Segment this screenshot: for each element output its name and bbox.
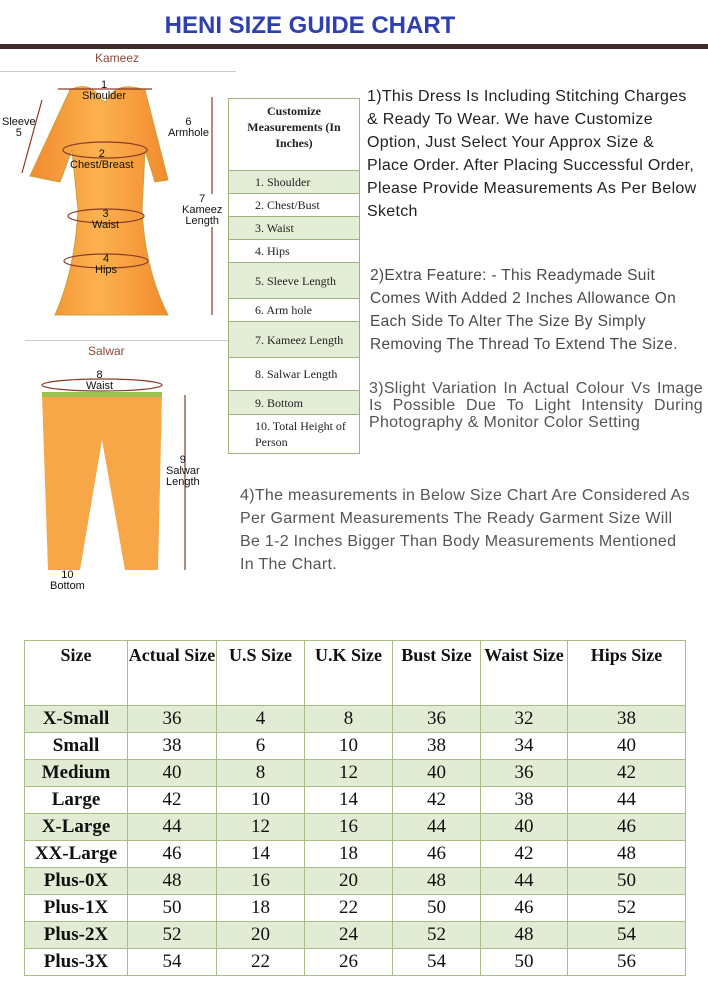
note-2: 2)Extra Feature: - This Readymade Suit Comes With Added 2 Inches Allowance On Each Side To Alter The Size By Simply Removing The Thread To Extend The Size. (370, 267, 678, 353)
salwar-heading: Salwar (88, 344, 125, 358)
table-cell: 20 (217, 922, 305, 949)
list-item: 9. Bottom (229, 391, 359, 415)
table-cell: 52 (393, 922, 481, 949)
table-cell: 18 (217, 895, 305, 922)
table-row (25, 922, 686, 949)
col-size: Size (25, 641, 128, 706)
label-sleeve: Sleeve 5 (2, 116, 36, 139)
col-hips: Hips Size (568, 641, 686, 706)
label-salwar-bottom: 10 Bottom (50, 569, 85, 592)
divider (25, 340, 235, 341)
col-us: U.S Size (217, 641, 305, 706)
table-cell: X-Small (25, 706, 128, 733)
label-shoulder: 1 Shoulder (82, 79, 127, 102)
table-cell: 14 (217, 841, 305, 868)
table-cell: 10 (305, 733, 393, 760)
table-cell: 34 (481, 733, 568, 760)
table-cell: 40 (393, 760, 481, 787)
table-cell: 10 (217, 787, 305, 814)
label-hips: 4 Hips (95, 253, 118, 276)
divider (0, 44, 708, 49)
table-cell: 40 (568, 733, 686, 760)
table-cell: 46 (568, 814, 686, 841)
table-cell: 38 (481, 787, 568, 814)
list-item: 8. Salwar Length (229, 358, 359, 391)
table-cell: Medium (25, 760, 128, 787)
table-cell: 48 (393, 868, 481, 895)
table-cell: 38 (128, 733, 217, 760)
label-kameez-length: 7 Kameez Length (182, 193, 223, 227)
table-cell: 16 (217, 868, 305, 895)
note-1: 1)This Dress Is Including Stitching Charges & Ready To Wear. We have Customize Option, Just Select Your Approx Size & Place Order. After Placing Successful Order, Please Provide Measurements As Per Below Sketch (367, 88, 697, 220)
label-armhole: 6 Armhole (168, 116, 209, 139)
table-cell: 48 (568, 841, 686, 868)
table-cell: 18 (305, 841, 393, 868)
table-cell: 44 (481, 868, 568, 895)
table-cell: 42 (393, 787, 481, 814)
table-cell: Plus-1X (25, 895, 128, 922)
table-cell: Small (25, 733, 128, 760)
table-cell: 52 (128, 922, 217, 949)
table-cell: Plus-3X (25, 949, 128, 976)
list-item: 1. Shoulder (229, 171, 359, 194)
table-cell: 14 (305, 787, 393, 814)
note-4: 4)The measurements in Below Size Chart Are Considered As Per Garment Measurements The Ready Garment Size Will Be 1-2 Inches Bigger Than Body Measurements Mentioned In The Chart. (240, 487, 690, 573)
table-cell: 50 (568, 868, 686, 895)
table-row (25, 760, 686, 787)
table-cell: 56 (568, 949, 686, 976)
list-item: 7. Kameez Length (229, 322, 359, 358)
table-cell: 52 (568, 895, 686, 922)
label-chest: 2 Chest/Breast (70, 148, 134, 171)
table-cell: 22 (217, 949, 305, 976)
table-row (25, 733, 686, 760)
col-uk: U.K Size (305, 641, 393, 706)
table-row (25, 895, 686, 922)
table-cell: 8 (305, 706, 393, 733)
table-cell: 50 (393, 895, 481, 922)
table-cell: 44 (568, 787, 686, 814)
label-salwar-waist: 8 Waist (86, 369, 114, 392)
table-cell: 40 (481, 814, 568, 841)
table-row (25, 841, 686, 868)
list-item: 4. Hips (229, 240, 359, 263)
table-header (25, 641, 686, 706)
table-cell: Plus-2X (25, 922, 128, 949)
table-cell: 54 (128, 949, 217, 976)
size-chart-table (24, 640, 686, 976)
table-cell: 48 (481, 922, 568, 949)
table-cell: 48 (128, 868, 217, 895)
table-row (25, 706, 686, 733)
list-item: 5. Sleeve Length (229, 263, 359, 299)
table-cell: 44 (128, 814, 217, 841)
table-cell: X-Large (25, 814, 128, 841)
table-cell: 54 (568, 922, 686, 949)
table-row (25, 949, 686, 976)
table-cell: 50 (481, 949, 568, 976)
col-waist: Waist Size (481, 641, 568, 706)
table-cell: 46 (481, 895, 568, 922)
table-cell: 42 (128, 787, 217, 814)
table-cell: 36 (393, 706, 481, 733)
list-item: 6. Arm hole (229, 299, 359, 322)
table-cell: 36 (128, 706, 217, 733)
table-cell: 54 (393, 949, 481, 976)
table-cell: 36 (481, 760, 568, 787)
table-cell: 42 (568, 760, 686, 787)
table-cell: 6 (217, 733, 305, 760)
note-3: 3)Slight Variation In Actual Colour Vs Image Is Possible Due To Light Intensity During Photography & Monitor Color Setting (369, 380, 703, 431)
col-bust: Bust Size (393, 641, 481, 706)
table-cell: 26 (305, 949, 393, 976)
table-cell: 42 (481, 841, 568, 868)
list-item: 10. Total Height of Person (255, 419, 346, 449)
table-row (25, 868, 686, 895)
table-cell: 8 (217, 760, 305, 787)
table-cell: 12 (217, 814, 305, 841)
table-cell: 4 (217, 706, 305, 733)
label-waist: 3 Waist (92, 208, 120, 231)
table-cell: 16 (305, 814, 393, 841)
col-actual: Actual Size (128, 641, 217, 706)
list-item: 3. Waist (229, 217, 359, 240)
table-cell: 38 (568, 706, 686, 733)
list-item: 2. Chest/Bust (229, 194, 359, 217)
page-title: HENI SIZE GUIDE CHART (164, 12, 456, 39)
label-salwar-length: 9 Salwar Length (166, 454, 200, 488)
table-cell: 22 (305, 895, 393, 922)
salwar-diagram (30, 370, 230, 585)
table-cell: Large (25, 787, 128, 814)
table-cell: 44 (393, 814, 481, 841)
table-cell: 12 (305, 760, 393, 787)
kameez-heading: Kameez (95, 51, 140, 65)
table-row (25, 787, 686, 814)
table-cell: 50 (128, 895, 217, 922)
measurement-list (228, 98, 360, 454)
table-cell: 24 (305, 922, 393, 949)
table-cell: 32 (481, 706, 568, 733)
measurement-header: Customize Measurements (In Inches) (229, 99, 359, 171)
table-cell: Plus-0X (25, 868, 128, 895)
table-cell: 20 (305, 868, 393, 895)
table-cell: 40 (128, 760, 217, 787)
table-cell: XX-Large (25, 841, 128, 868)
table-row (25, 814, 686, 841)
table-cell: 46 (393, 841, 481, 868)
table-cell: 46 (128, 841, 217, 868)
table-cell: 38 (393, 733, 481, 760)
